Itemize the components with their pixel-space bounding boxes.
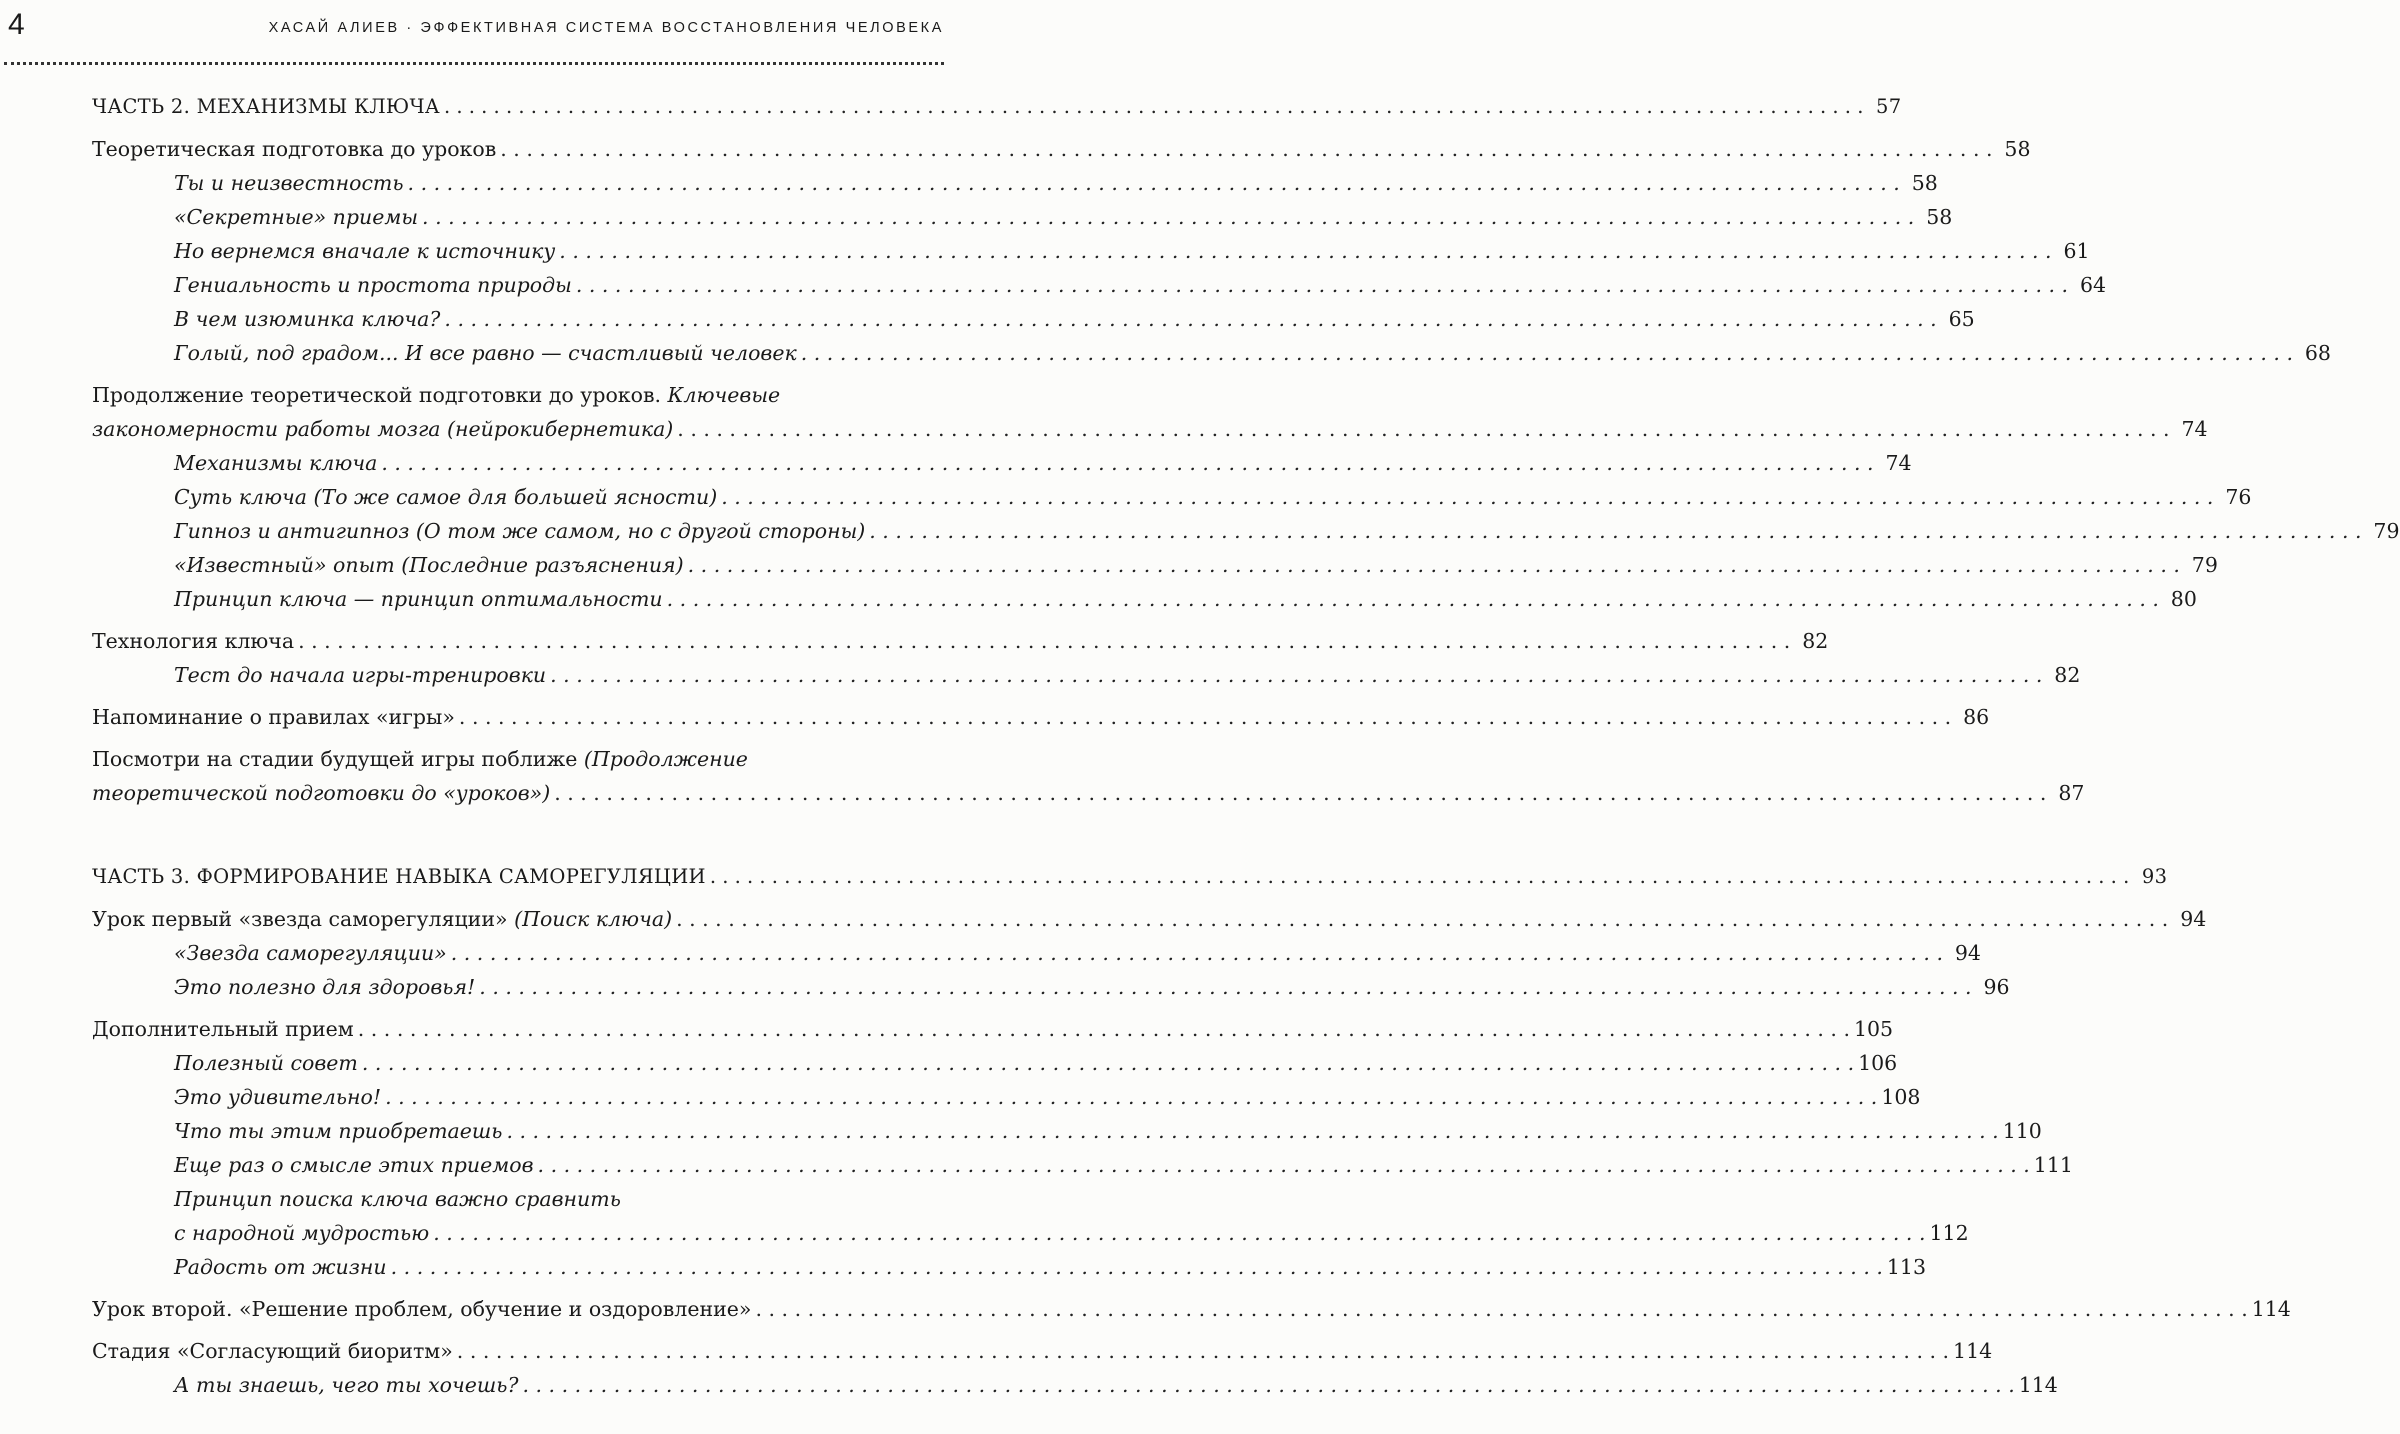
toc-title: В чем изюминка ключа? [174, 307, 441, 331]
toc-title: Принцип ключа — принцип оптимальности [174, 587, 663, 611]
toc-title: Суть ключа (То же самое для большей ясности) [174, 485, 718, 509]
toc-title: Еще раз о смысле этих приемов [174, 1153, 534, 1177]
toc-subentry[interactable] [92, 1114, 2042, 1148]
toc-page: 87 [2058, 781, 2085, 805]
toc-subentry[interactable] [92, 1046, 1898, 1080]
toc-subentry[interactable] [92, 1216, 1969, 1250]
toc-page: 57 [1876, 95, 1902, 118]
toc-title: Это удивительно! [174, 1085, 382, 1109]
toc-title: Технология ключа [92, 629, 295, 653]
toc-page: 108 [1881, 1085, 1921, 1109]
toc-subentry[interactable] [92, 200, 1953, 234]
toc-title: Урок второй. «Решение проблем, обучение и оздоровление» [92, 1297, 752, 1321]
toc-subentry-line1[interactable]: Принцип поиска ключа важно сравнить [174, 1187, 621, 1211]
toc-title: Радость от жизни [174, 1255, 387, 1279]
toc-entry[interactable] [92, 1292, 2291, 1326]
toc-subentry[interactable] [92, 1148, 2073, 1182]
header-dotted-rule [4, 62, 944, 65]
toc-entry[interactable] [92, 902, 2207, 936]
toc-title: «Известный» опыт (Последние разъяснения) [174, 553, 684, 577]
toc-entry[interactable] [92, 624, 1829, 658]
toc-entry-line1[interactable]: Продолжение теоретической подготовки до уроков. Ключевые [92, 383, 781, 407]
toc-subentry[interactable] [92, 514, 2400, 548]
toc-title: Теоретическая подготовка до уроков [92, 137, 497, 161]
toc-title: А ты знаешь, чего ты хочешь? [174, 1373, 519, 1397]
toc-page: 94 [2180, 907, 2207, 931]
toc-title: Напоминание о правилах «игры» [92, 705, 455, 729]
toc-page: 114 [1953, 1339, 1993, 1363]
toc-title: Что ты этим приобретаешь [174, 1119, 503, 1143]
toc-page: 114 [2018, 1373, 2058, 1397]
toc-page: 79 [2191, 553, 2218, 577]
toc-subentry[interactable] [92, 234, 2090, 268]
toc-title: ЧАСТЬ 2. МЕХАНИЗМЫ КЛЮЧА [92, 95, 440, 118]
toc-subentry[interactable] [92, 1080, 1921, 1114]
toc-entry[interactable] [92, 132, 2031, 166]
running-head: ХАСАЙ АЛИЕВ · ЭФФЕКТИВНАЯ СИСТЕМА ВОССТАНОВЛЕНИЯ ЧЕЛОВЕКА [268, 20, 944, 36]
toc-title: Урок первый «звезда саморегуляции» (Поиск ключа) [92, 907, 673, 931]
toc-page: 64 [2079, 273, 2107, 297]
toc-entry[interactable] [92, 776, 2085, 810]
toc-page: 65 [1948, 307, 1975, 331]
toc-subentry[interactable] [92, 582, 2197, 616]
page-header [0, 0, 1000, 70]
toc-subentry[interactable] [92, 936, 1981, 970]
toc-subentry[interactable] [92, 446, 1912, 480]
toc-page: 80 [2170, 587, 2197, 611]
toc-part-heading[interactable] [92, 860, 2168, 894]
toc-title: с народной мудростью [174, 1221, 430, 1245]
toc-page: 106 [1858, 1051, 1898, 1075]
toc-page: 112 [1929, 1221, 1969, 1245]
toc-title: Ты и неизвестность [174, 171, 404, 195]
toc-part-heading[interactable] [92, 90, 1902, 124]
toc-page: 74 [2181, 417, 2208, 441]
toc-page: 114 [2251, 1297, 2291, 1321]
toc-entry[interactable] [92, 1012, 1894, 1046]
table-of-contents [92, 90, 2400, 1402]
toc-subentry[interactable] [92, 548, 2218, 582]
toc-subentry[interactable] [92, 970, 2010, 1004]
toc-title: «Звезда саморегуляции» [174, 941, 447, 965]
toc-entry-line1[interactable]: Посмотри на стадии будущей игры поближе (Продолжение [92, 747, 748, 771]
toc-subentry[interactable] [92, 1250, 1927, 1284]
toc-page: 82 [2054, 663, 2081, 687]
toc-page: 94 [1954, 941, 1981, 965]
toc-entry[interactable] [92, 412, 2208, 446]
toc-subentry[interactable] [92, 480, 2252, 514]
toc-page: 58 [1926, 205, 1953, 229]
toc-page: 61 [2063, 239, 2090, 263]
toc-entry[interactable] [92, 1334, 1993, 1368]
toc-title: Гипноз и антигипноз (О том же самом, но с другой стороны) [174, 519, 866, 543]
toc-entry[interactable] [92, 700, 1990, 734]
toc-page: 113 [1886, 1255, 1927, 1279]
toc-page: 58 [1911, 171, 1938, 195]
toc-title: ЧАСТЬ 3. ФОРМИРОВАНИЕ НАВЫКА САМОРЕГУЛЯЦИИ [92, 865, 706, 888]
toc-title: Механизмы ключа [174, 451, 378, 475]
toc-page: 58 [2004, 137, 2031, 161]
toc-page: 74 [1885, 451, 1912, 475]
toc-subentry[interactable] [92, 658, 2081, 692]
toc-title: Это полезно для здоровья! [174, 975, 476, 999]
toc-title: Дополнительный прием [92, 1017, 354, 1041]
toc-subentry[interactable] [92, 302, 1975, 336]
toc-subentry[interactable] [92, 166, 1938, 200]
toc-title: Голый, под градом... И все равно — счастливый человек [174, 341, 797, 365]
toc-title: закономерности работы мозга (нейрокибернетика) [92, 417, 674, 441]
toc-page: 105 [1853, 1017, 1894, 1041]
toc-subentry[interactable] [92, 268, 2107, 302]
toc-page: 96 [1983, 975, 2010, 999]
toc-page: 76 [2225, 485, 2252, 509]
toc-subentry[interactable] [92, 1368, 2058, 1402]
toc-title: Гениальность и простота природы [174, 273, 572, 297]
toc-title: Стадия «Согласующий биоритм» [92, 1339, 453, 1363]
toc-title: Полезный совет [174, 1051, 358, 1075]
toc-title: Но вернемся вначале к источнику [174, 239, 556, 263]
toc-page: 110 [2002, 1119, 2042, 1143]
page-number: 4 [8, 8, 25, 41]
toc-page: 111 [2033, 1153, 2073, 1177]
toc-page: 68 [2304, 341, 2331, 365]
toc-subentry[interactable] [92, 336, 2331, 370]
toc-page: 79 [2373, 519, 2400, 543]
toc-title: «Секретные» приемы [174, 205, 419, 229]
toc-page: 86 [1963, 705, 1990, 729]
toc-page: 93 [2141, 865, 2168, 888]
toc-title: теоретической подготовки до «уроков») [92, 781, 551, 805]
toc-page: 82 [1802, 629, 1829, 653]
toc-title: Тест до начала игры-тренировки [174, 663, 547, 687]
